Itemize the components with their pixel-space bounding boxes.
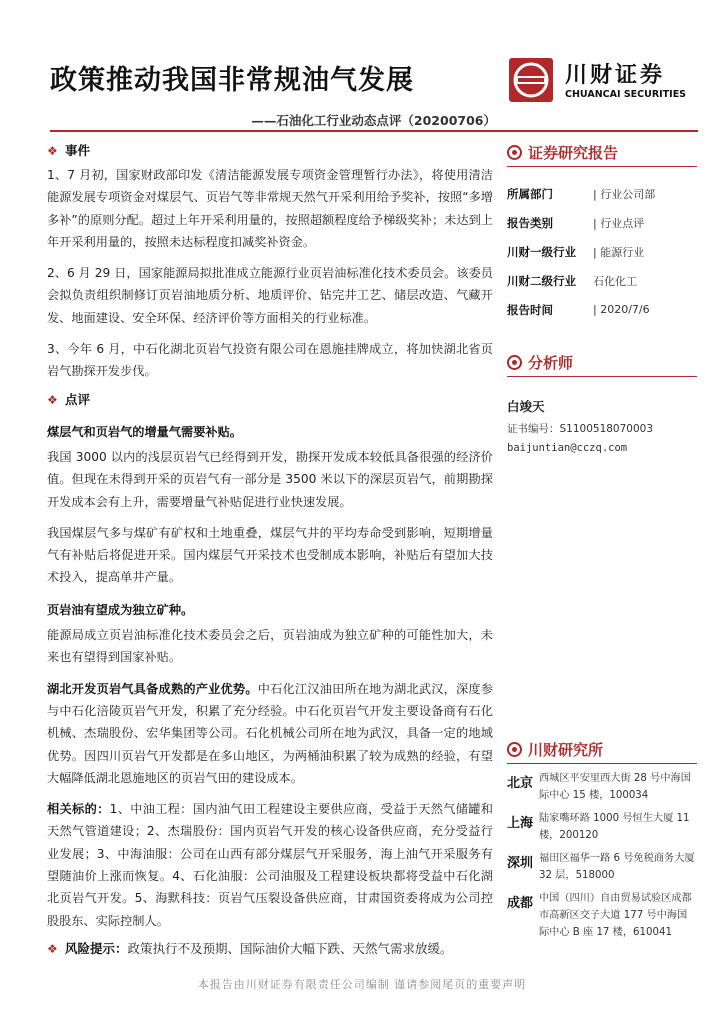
header-divider — [50, 130, 698, 132]
body-paragraph: 我国 3000 以内的浅层页岩气已经得到开发，勘探开发成本较低具备很强的经济价值。但现在未得到开采的页岩气有一部分是 3500 米以下的深层页岩气，前期勘探开发成本会有上升，需要增量气补贴促进行业快速发展。 — [47, 449, 493, 509]
event-section-heading: ❖ 事件 — [47, 140, 493, 162]
section-marker-icon — [507, 355, 522, 370]
subsection-heading: 煤层气和页岩气的增量气需要补贴。 — [47, 424, 242, 439]
comment-section-heading: ❖ 点评 — [47, 389, 493, 411]
sidebar-divider — [507, 166, 697, 167]
diamond-bullet-icon: ❖ — [47, 941, 58, 956]
institute-heading: 川财研究所 — [507, 737, 697, 761]
sidebar — [507, 140, 697, 454]
logo-mark-icon — [508, 57, 554, 103]
main-content — [47, 140, 493, 960]
section-marker-icon — [507, 742, 522, 757]
institute-section — [507, 737, 697, 941]
section-marker-icon — [507, 145, 522, 160]
diamond-bullet-icon: ❖ — [47, 143, 58, 158]
event-paragraph: 3、今年 6 月，中石化湖北页岩气投资有限公司在恩施挂牌成立，将加快湖北省页岩气勘探开发步伐。 — [47, 342, 493, 379]
related-targets-paragraph: 相关标的：1、中油工程：国内油气田工程建设主要供应商，受益于天然气储罐和天然气管道建设；2、杰瑞股份：国内页岩气开发的核心设备供应商，充分受益行业发展；3、中海油服：公司在山西有部分煤层气开采服务，海上油气开采服务有望随油价上涨而恢复。4、石化油服：公司油服及工程建设板块都将受益中石化湖北页岩气开发。5、海默科技：页岩气压裂设备供应商，甘肃国资委将成为公司控股股东、实际控制人。 — [47, 802, 493, 928]
info-row: 川财二级行业 石化化工 — [507, 273, 637, 288]
page-subtitle: ——石油化工行业动态点评（20200706） — [251, 113, 496, 128]
subsection-heading: 页岩油有望成为独立矿种。 — [47, 602, 194, 617]
analyst-heading: 分析师 — [507, 350, 697, 374]
office-entry: 深圳 福田区福华一路 6 号免税商务大厦 32 层，518000 — [507, 853, 695, 881]
sidebar-divider — [507, 376, 697, 377]
office-entry: 上海 陆家嘴环路 1000 号恒生大厦 11 楼，200120 — [507, 813, 690, 841]
analyst-email[interactable]: baijuntian@cczq.com — [507, 442, 628, 454]
report-info-table — [507, 179, 697, 324]
event-paragraph: 1、7 月初，国家财政部印发《清洁能源发展专项资金管理暂行办法》，将使用清洁能源发展专项资金对煤层气、页岩气等非常规天然气开采利用给予奖补，按照“多增多补”的原则分配。超过上年开采利用量的，按照超额程度给予梯级奖补；未达到上年开采利用量的，按照未达标程度扣减奖补资金。 — [47, 168, 493, 249]
sidebar-divider — [507, 763, 697, 764]
body-paragraph: 我国煤层气多与煤矿有矿权和土地重叠，煤层气井的平均寿命受到影响，短期增量气有补贴后将促进开采。国内煤层气开采技术也受制成本影响，补贴后有望加大技术投入，提高单井产量。 — [47, 525, 493, 585]
info-row: 报告时间 | 2020/7/6 — [507, 302, 650, 317]
analyst-certificate: 证书编号：S1100518070003 — [507, 423, 654, 435]
info-row: 川财一级行业 | 能源行业 — [507, 244, 645, 259]
logo-text-en: CHUANCAI SECURITIES — [565, 89, 687, 100]
analyst-name: 白竣天 — [507, 399, 545, 414]
info-row: 所属部门 | 行业公司部 — [507, 186, 656, 201]
analyst-section — [507, 350, 697, 454]
page-title: 政策推动我国非常规油气发展 — [50, 65, 414, 96]
office-entry: 北京 西城区平安里西大街 28 号中海国际中心 15 楼，100034 — [507, 773, 691, 801]
diamond-bullet-icon: ❖ — [47, 392, 58, 407]
report-info-heading: 证券研究报告 — [507, 140, 697, 164]
office-entry: 成都 中国（四川）自由贸易试验区成都市高新区交子大道 177 号中海国际中心 B 座 17 楼，610041 — [507, 893, 692, 938]
page-footer: 本报告由川财证券有限责任公司编制 谨请参阅尾页的重要声明 — [197, 978, 527, 991]
risk-warning: ❖ 风险提示： 政策执行不及预期、国际油价大幅下跌、天然气需求放缓。 — [47, 938, 493, 960]
company-logo — [508, 57, 698, 105]
logo-text-cn: 川财证券 — [565, 63, 666, 88]
body-paragraph: 能源局成立页岩油标准化技术委员会之后，页岩油成为独立矿种的可能性加大，未来也有望得到国家补贴。 — [47, 628, 493, 665]
info-row: 报告类别 | 行业点评 — [507, 215, 645, 230]
event-paragraph: 2、6 月 29 日，国家能源局拟批准成立能源行业页岩油标准化技术委员会。该委员会拟负责组织制修订页岩油地质分析、地质评价、钻完井工艺、储层改造、气藏开发、地面建设、安全环保、经济评价等方面相关的行业标准。 — [47, 266, 493, 325]
body-paragraph: 湖北开发页岩气具备成熟的产业优势。中石化江汉油田所在地为湖北武汉，深度参与中石化涪陵页岩气开发，积累了充分经验。中石化页岩气开发主要设备商有石化机械、杰瑞股份、宏华集团等公司。石化机械公司所在地为武汉，具备一定的地域优势。因四川页岩气开发都是在多山地区，为两桶油积累了较为成熟的经验，有望大幅降低湖北恩施地区的页岩气田的建设成本。 — [47, 681, 494, 785]
